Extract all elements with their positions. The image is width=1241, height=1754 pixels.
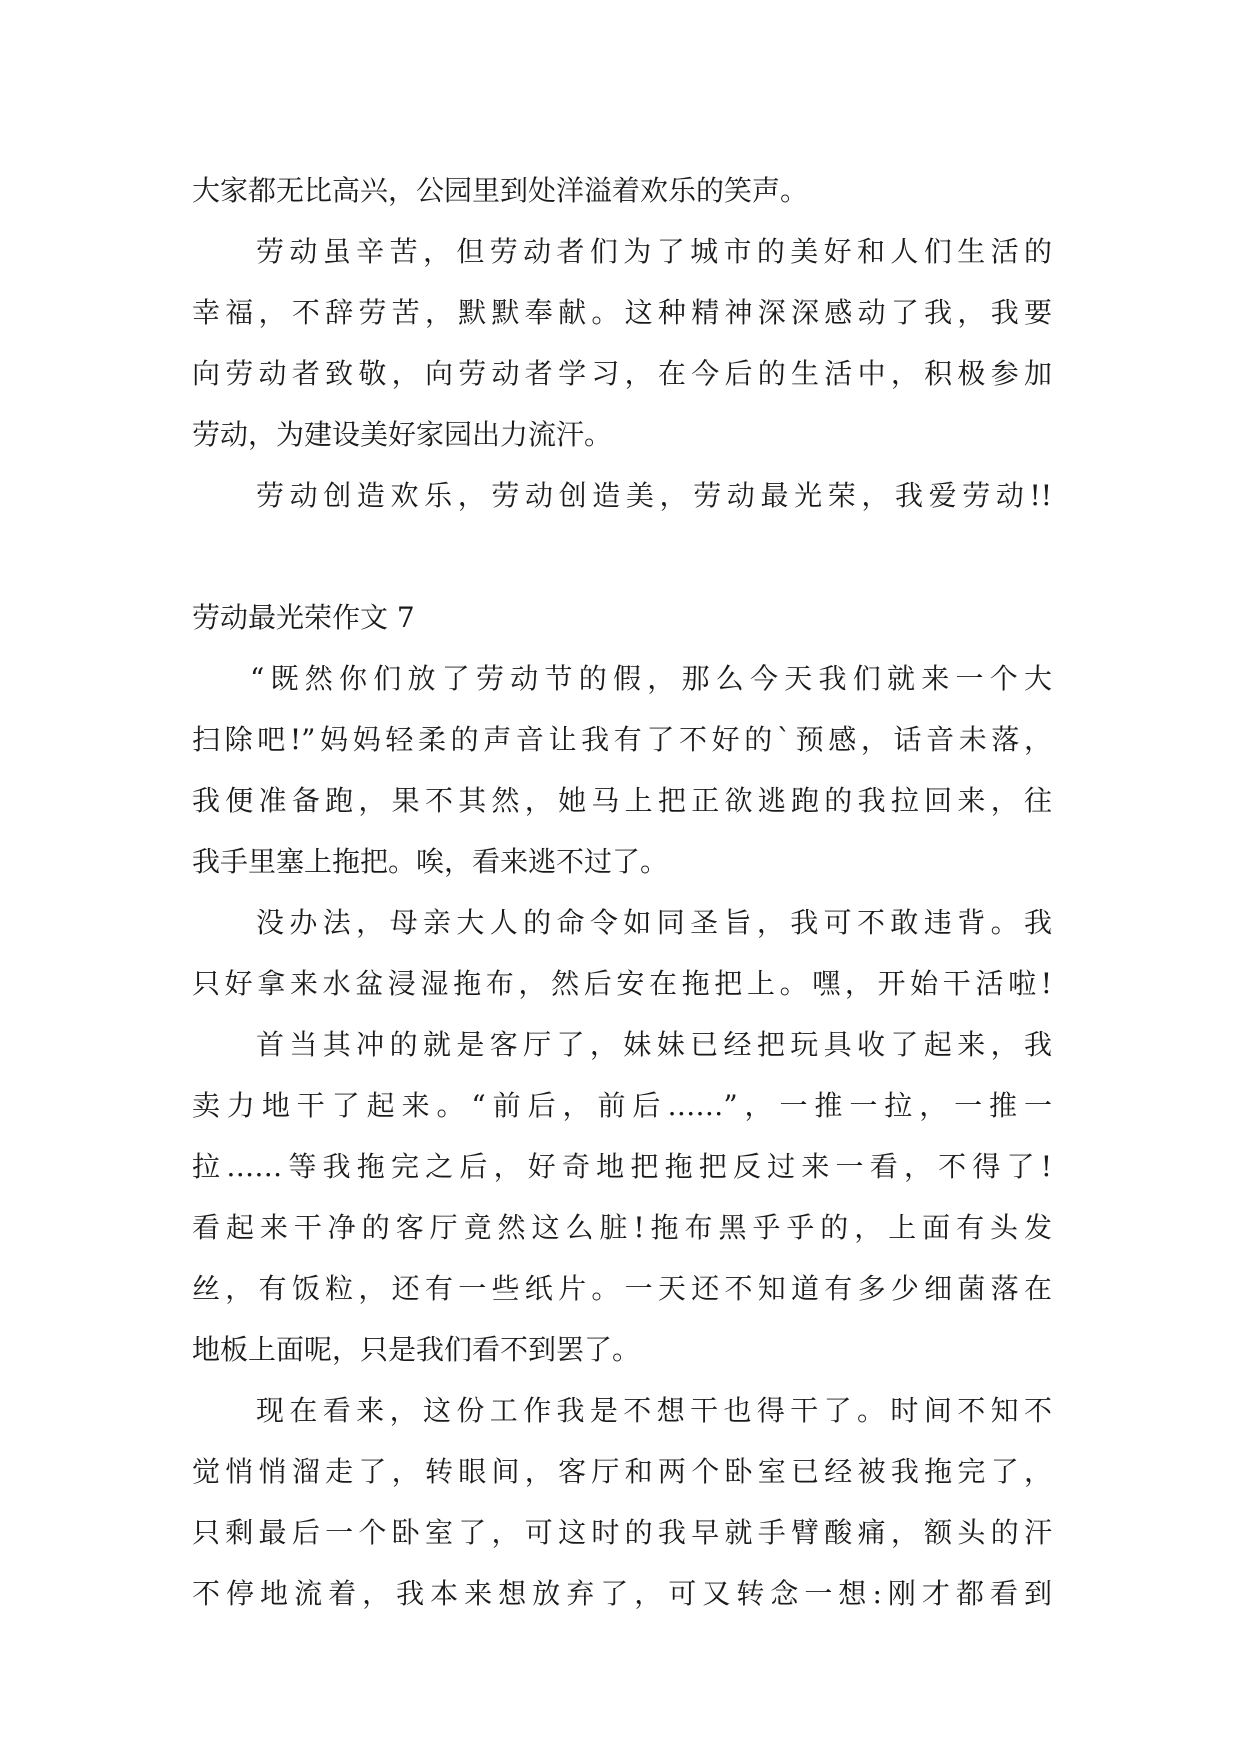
paragraph-line: 劳动创造欢乐，劳动创造美，劳动最光荣，我爱劳动!! <box>256 479 1052 512</box>
paragraph-line: 劳动虽辛苦，但劳动者们为了城市的美好和人们生活的 <box>256 235 1052 268</box>
paragraph-line: 不停地流着，我本来想放弃了，可又转念一想:刚才都看到 <box>192 1577 1052 1610</box>
paragraph-line: 扫除吧!”妈妈轻柔的声音让我有了不好的`预感，话音未落， <box>192 723 1052 756</box>
paragraph-line: 看起来干净的客厅竟然这么脏!拖布黑乎乎的，上面有头发 <box>192 1211 1052 1244</box>
paragraph-line: 没办法，母亲大人的命令如同圣旨，我可不敢违背。我 <box>256 906 1052 939</box>
paragraph-line: 劳动，为建设美好家园出力流汗。 <box>192 418 613 451</box>
paragraph-line: 觉悄悄溜走了，转眼间，客厅和两个卧室已经被我拖完了， <box>192 1455 1052 1488</box>
paragraph-line: 我手里塞上拖把。唉，看来逃不过了。 <box>192 845 669 878</box>
paragraph-line: 幸福，不辞劳苦，默默奉献。这种精神深深感动了我，我要 <box>192 296 1052 329</box>
paragraph-line: 卖力地干了起来。“前后，前后……”，一推一拉，一推一 <box>192 1089 1052 1122</box>
paragraph-line: 地板上面呢，只是我们看不到罢了。 <box>192 1333 641 1366</box>
paragraph-line: 向劳动者致敬，向劳动者学习，在今后的生活中，积极参加 <box>192 357 1052 390</box>
paragraph-line: 只好拿来水盆浸湿拖布，然后安在拖把上。嘿，开始干活啦! <box>192 967 1052 1000</box>
paragraph-line: “既然你们放了劳动节的假，那么今天我们就来一个大 <box>250 662 1052 695</box>
section-gap <box>192 526 1052 587</box>
paragraph-line: 丝，有饭粒，还有一些纸片。一天还不知道有多少细菌落在 <box>192 1272 1052 1305</box>
paragraph-line: 大家都无比高兴，公园里到处洋溢着欢乐的笑声。 <box>192 174 809 207</box>
section-heading: 劳动最光荣作文 7 <box>192 601 415 634</box>
paragraph-line: 拉……等我拖完之后，好奇地把拖把反过来一看，不得了! <box>192 1150 1052 1183</box>
paragraph-line: 首当其冲的就是客厅了，妹妹已经把玩具收了起来，我 <box>256 1028 1052 1061</box>
essay-body <box>192 160 1052 1624</box>
paragraph-line: 只剩最后一个卧室了，可这时的我早就手臂酸痛，额头的汗 <box>192 1516 1052 1549</box>
paragraph-line: 我便准备跑，果不其然，她马上把正欲逃跑的我拉回来，往 <box>192 784 1052 817</box>
paragraph-line: 现在看来，这份工作我是不想干也得干了。时间不知不 <box>256 1394 1052 1427</box>
